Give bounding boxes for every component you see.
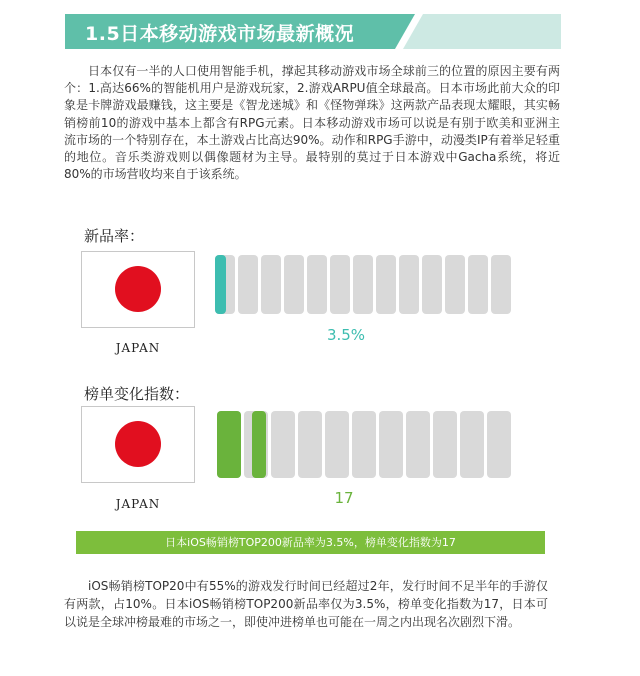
chart-change-fill [252, 411, 266, 478]
chart-change-label: 榜单变化指数： [84, 385, 190, 403]
new-rate-cell [376, 255, 396, 314]
chart-change-value: 17 [334, 489, 354, 507]
summary-banner: 日本iOS畅销榜TOP200新品率为3.5%，榜单变化指数为17 [76, 531, 545, 554]
new-rate-label: 新品率： [84, 227, 145, 245]
new-rate-fill [215, 255, 226, 314]
chart-change-cell [325, 411, 349, 478]
flag-sun [115, 266, 161, 312]
new-rate-cell [468, 255, 488, 314]
chart-change-cell [379, 411, 403, 478]
new-rate-cell [422, 255, 442, 314]
new-rate-cell [445, 255, 465, 314]
new-rate-meter [215, 255, 523, 314]
chart-change-country: JAPAN [115, 497, 161, 511]
chart-change-meter [217, 411, 507, 478]
chart-change-cell [406, 411, 430, 478]
chart-change-cell [487, 411, 511, 478]
chart-change-cell [460, 411, 484, 478]
new-rate-cell [399, 255, 419, 314]
section-header [65, 14, 561, 49]
chart-change-fill [217, 411, 241, 478]
flag-sun [115, 421, 161, 467]
new-rate-cell [491, 255, 511, 314]
chart-change-cell [298, 411, 322, 478]
new-rate-country: JAPAN [115, 341, 161, 355]
new-rate-cell [307, 255, 327, 314]
new-rate-cell [238, 255, 258, 314]
new-rate-cell [261, 255, 281, 314]
new-rate-cell [330, 255, 350, 314]
closing-paragraph: iOS畅销榜TOP20中有55%的游戏发行时间已经超过2年，发行时间不足半年的手游仅有两款，占10%。日本iOS畅销榜TOP200新品率仅为3.5%，榜单变化指数为17，日本可以说是全球冲榜最难的市场之一，即使冲进榜单也可能在一周之内出现名次剧烈下滑。 [64, 579, 548, 629]
chart-change-cell [433, 411, 457, 478]
section-title: 1.5日本移动游戏市场最新概况 [85, 23, 355, 45]
chart-change-cell [271, 411, 295, 478]
japan-flag-icon [81, 251, 195, 328]
intro-paragraph: 日本仅有一半的人口使用智能手机，撑起其移动游戏市场全球前三的位置的原因主要有两个：1.高达66%的智能机用户是游戏玩家，2.游戏ARPU值全球最高。日本市场此前大众的印象是卡牌游戏最赚钱，这主要是《智龙迷城》和《怪物弹珠》这两款产品表现太耀眼，其实畅销榜前10的游戏中基本上都含有RPG元素。日本移动游戏市场可以说是有别于欧美和亚洲主流市场的一个特别存在，本土游戏占比高达90%。动作和RPG手游中，动漫类IP有着举足轻重的地位。音乐类游戏则以偶像题材为主导。最特别的莫过于日本游戏中Gacha系统，将近80%的市场营收均来自于该系统。 [64, 64, 560, 182]
new-rate-cell [284, 255, 304, 314]
new-rate-value: 3.5% [326, 326, 366, 344]
new-rate-cell [353, 255, 373, 314]
japan-flag-icon [81, 406, 195, 483]
chart-change-cell [352, 411, 376, 478]
